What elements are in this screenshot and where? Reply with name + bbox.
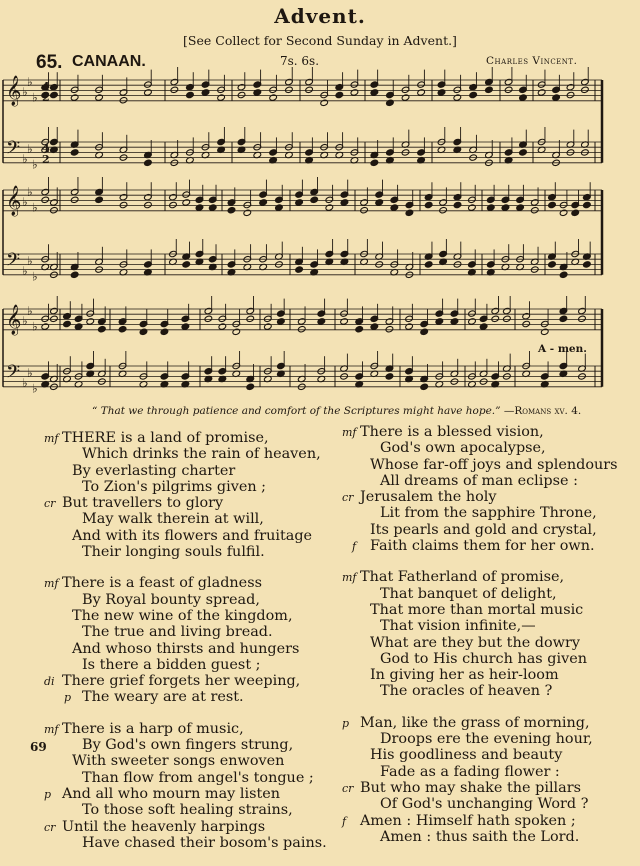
verse-text: That Fatherland of promise, — [360, 569, 565, 586]
note-head — [144, 201, 153, 208]
note-head — [277, 318, 286, 325]
composer: Charles Vincent. — [486, 55, 578, 67]
note-head — [297, 326, 306, 333]
verse-text: The new wine of the kingdom, — [72, 607, 293, 624]
verse-text: God's own apocalypse, — [380, 440, 546, 457]
flat-icon: ♭ — [27, 303, 33, 318]
dynamic-marking: mf — [44, 432, 59, 445]
verse-text: Amen : Himself hath spoken ; — [360, 812, 576, 829]
verse-line — [348, 651, 618, 667]
note-head — [453, 94, 462, 101]
treble-clef-icon: 𝄞 — [6, 305, 22, 335]
stanza — [44, 575, 327, 706]
note-head — [275, 204, 284, 211]
verse-line — [342, 714, 618, 731]
note-head — [41, 196, 50, 203]
note-head — [118, 326, 127, 333]
note-head — [424, 261, 433, 268]
note-head — [571, 209, 580, 216]
bass-clef-icon: 𝄢 — [6, 362, 21, 387]
verse-line — [44, 430, 327, 446]
verse-text: There is a harp of music, — [62, 720, 244, 737]
verse-line — [50, 479, 327, 495]
flat-icon: ♭ — [27, 74, 33, 89]
note-head — [201, 89, 210, 96]
verse-text: Man, like the grass of morning, — [360, 714, 590, 731]
verse-text: Is there a bidden guest ; — [82, 656, 261, 673]
hymn-number: 65. — [36, 52, 63, 73]
verse-line — [50, 463, 327, 479]
note-head — [405, 323, 414, 330]
verse-line — [342, 489, 618, 506]
tune-name: CANAAN. — [72, 53, 146, 70]
note-head — [439, 207, 448, 214]
note-head — [243, 209, 252, 216]
note-head — [401, 94, 410, 101]
verse-text: Fade as a fading flower : — [380, 763, 560, 780]
note-head — [169, 201, 178, 208]
note-head — [50, 207, 59, 214]
stanza — [44, 430, 327, 561]
note-head — [390, 204, 399, 211]
flat-icon: ♭ — [27, 365, 33, 380]
verse-line — [348, 522, 618, 538]
note-head — [227, 207, 236, 214]
music-score — [0, 0, 640, 400]
note-head — [548, 201, 557, 208]
flat-icon: ♭ — [32, 200, 38, 215]
epigraph-text: “ That we through patience and comfort of the Scriptures might have hope.” — [92, 405, 501, 417]
verse-line — [50, 528, 327, 544]
verse-text: Amen : thus saith the Lord. — [380, 828, 580, 845]
bass-clef-icon: 𝄢 — [6, 250, 21, 275]
verse-line — [348, 618, 618, 634]
note-head — [491, 315, 500, 322]
note-head — [310, 196, 319, 203]
verse-text: Jerusalem the holy — [360, 489, 497, 506]
note-head — [453, 201, 462, 208]
verse-text: There grief forgets her weeping, — [62, 673, 301, 690]
note-head — [98, 326, 107, 333]
note-head — [583, 201, 592, 208]
note-head — [95, 94, 104, 101]
dynamic-marking: cr — [342, 491, 354, 505]
verse-line — [50, 624, 327, 640]
treble-clef-icon: 𝄞 — [6, 186, 22, 216]
note-head — [519, 149, 528, 156]
verse-line — [44, 575, 327, 592]
verse-text: That vision infinite,— — [380, 618, 536, 635]
note-head — [537, 89, 546, 96]
note-head — [340, 199, 349, 206]
flat-icon: ♭ — [32, 381, 38, 396]
note-head — [50, 91, 59, 98]
note-head — [264, 323, 273, 330]
verse-text: Than flow from angel's tongue ; — [82, 769, 314, 786]
section-title: Advent. — [274, 4, 366, 28]
note-head — [335, 91, 344, 98]
verse-text: God to His church has given — [380, 650, 587, 667]
dynamic-marking: di — [44, 675, 55, 689]
note-head — [420, 383, 429, 390]
verse-line — [50, 753, 327, 769]
note-head — [119, 201, 128, 208]
flat-icon: ♭ — [22, 85, 28, 100]
note-head — [559, 209, 568, 216]
note-head — [469, 91, 478, 98]
verse-line — [348, 683, 618, 699]
verse-text: And all who mourn may listen — [62, 785, 281, 802]
dynamic-marking: cr — [342, 781, 354, 795]
flat-icon: ♭ — [27, 141, 33, 156]
verse-text: And with its flowers and fruitage — [72, 527, 313, 544]
note-head — [63, 320, 72, 327]
verse-line — [348, 747, 618, 763]
flat-icon: ♭ — [32, 269, 38, 284]
bass-clef-icon: 𝄢 — [6, 138, 21, 163]
note-head — [385, 373, 394, 380]
stanza — [342, 569, 618, 700]
verse-text: Of God's unchanging Word ? — [380, 796, 589, 813]
note-head — [246, 383, 255, 390]
verse-text: With sweeter songs enwoven — [72, 753, 285, 770]
note-head — [217, 94, 226, 101]
note-head — [581, 86, 590, 93]
verses-left-column — [44, 430, 327, 866]
note-head — [578, 315, 587, 322]
note-head — [139, 328, 148, 335]
note-head — [95, 196, 104, 203]
verse-text: THERE is a land of promise, — [62, 430, 269, 446]
note-head — [218, 323, 227, 330]
page-number: 69 — [30, 740, 47, 754]
verse-text: That banquet of delight, — [380, 585, 557, 602]
note-head — [340, 318, 349, 325]
verse-line — [342, 779, 618, 796]
verse-line — [50, 446, 327, 462]
note-head — [405, 209, 414, 216]
time-signature: 2 — [42, 91, 50, 104]
verse-text: And whoso thirsts and hungers — [72, 640, 300, 657]
verse-text: To Zion's pilgrims given ; — [82, 478, 267, 495]
note-head — [503, 315, 512, 322]
verses-right-column — [342, 424, 618, 860]
dynamic-marking: mf — [44, 577, 59, 591]
note-head — [182, 199, 191, 206]
epigraph-reference: —Romans xv. 4. — [503, 405, 582, 417]
flat-icon: ♭ — [22, 314, 28, 329]
note-head — [485, 86, 494, 93]
note-head — [420, 328, 429, 335]
verse-text: All dreams of man eclipse : — [380, 472, 578, 489]
note-head — [450, 318, 459, 325]
verse-text: His goodliness and beauty — [370, 747, 563, 764]
note-head — [305, 86, 314, 93]
stanza — [342, 424, 618, 555]
verse-line — [342, 812, 618, 829]
note-head — [119, 97, 128, 104]
verse-line — [50, 770, 327, 786]
verse-line — [50, 689, 327, 705]
note-head — [295, 199, 304, 206]
stanza — [342, 714, 618, 845]
note-head — [144, 89, 153, 96]
verse-line — [348, 731, 618, 747]
verse-line — [44, 720, 327, 737]
note-head — [479, 323, 488, 330]
note-head — [386, 99, 395, 106]
verse-text: The oracles of heaven ? — [380, 683, 553, 700]
note-head — [437, 89, 446, 96]
verse-text: Its pearls and gold and crystal, — [370, 521, 597, 538]
flat-icon: ♭ — [32, 319, 38, 334]
verse-line — [44, 818, 327, 835]
dynamic-marking: p — [44, 787, 52, 801]
note-head — [181, 323, 190, 330]
note-head — [559, 315, 568, 322]
verse-text: But travellers to glory — [62, 495, 224, 512]
note-head — [208, 204, 217, 211]
note-head — [375, 199, 384, 206]
verse-text: What are they but the dowry — [370, 634, 580, 651]
verse-line — [342, 424, 618, 440]
note-head — [195, 204, 204, 211]
note-head — [530, 207, 539, 214]
verse-line — [50, 835, 327, 851]
note-head — [355, 326, 364, 333]
collect-note: [See Collect for Second Sunday in Advent.] — [183, 33, 457, 48]
flat-icon: ♭ — [32, 90, 38, 105]
note-head — [522, 320, 531, 327]
dynamic-marking: f — [342, 814, 347, 828]
verse-text: May walk therein at will, — [82, 511, 264, 528]
note-head — [295, 266, 304, 273]
note-head — [370, 323, 379, 330]
verse-text: By Royal bounty spread, — [82, 591, 260, 608]
time-signature: 4 — [42, 80, 50, 93]
verse-line — [50, 657, 327, 673]
verse-text: Their longing souls fulfil. — [82, 544, 265, 561]
verse-text: By everlasting charter — [72, 462, 236, 479]
note-head — [170, 86, 179, 93]
verse-line — [348, 764, 618, 780]
dynamic-marking: mf — [44, 722, 59, 736]
note-head — [370, 159, 379, 166]
note-head — [285, 86, 294, 93]
note-head — [504, 86, 513, 93]
stanza — [44, 720, 327, 851]
note-head — [74, 323, 83, 330]
verse-line — [348, 635, 618, 651]
note-head — [468, 204, 477, 211]
verse-text: To those soft healing strains, — [82, 802, 293, 819]
verse-text: The true and living bread. — [82, 624, 273, 641]
dynamic-marking: mf — [342, 571, 357, 585]
treble-clef-icon: 𝄞 — [6, 76, 22, 106]
verse-line — [50, 641, 327, 657]
verse-line — [50, 592, 327, 608]
flat-icon: ♭ — [22, 376, 28, 391]
note-head — [566, 91, 575, 98]
note-head — [317, 318, 326, 325]
time-signature: 4 — [42, 142, 50, 155]
verse-text: Droops ere the evening hour, — [380, 731, 593, 748]
note-head — [50, 315, 59, 322]
dynamic-marking: cr — [44, 820, 56, 834]
flat-icon: ♭ — [22, 264, 28, 279]
note-head — [269, 94, 278, 101]
meter: 7s. 6s. — [280, 54, 320, 68]
verse-line — [50, 544, 327, 560]
note-head — [350, 89, 359, 96]
note-head — [548, 261, 557, 268]
note-head — [583, 261, 592, 268]
verse-text: Have chased their bosom's pains. — [82, 834, 327, 851]
note-head — [424, 201, 433, 208]
dynamic-marking: f — [352, 540, 357, 554]
dynamic-marking: p — [342, 716, 350, 730]
verse-text: In giving her as heir-loom — [370, 667, 559, 684]
note-head — [468, 318, 477, 325]
note-head — [320, 99, 329, 106]
note-head — [186, 91, 195, 98]
amen-label: A - men. — [538, 343, 587, 355]
verse-line — [348, 829, 618, 845]
note-head — [246, 315, 255, 322]
note-head — [259, 199, 268, 206]
note-head — [417, 89, 426, 96]
verse-text: Faith claims them for her own. — [370, 538, 595, 555]
verse-text: The weary are at rest. — [82, 689, 244, 706]
dynamic-marking: mf — [342, 426, 357, 439]
note-head — [370, 89, 379, 96]
verse-text: But who may shake the pillars — [360, 779, 582, 796]
verse-line — [44, 673, 327, 690]
note-head — [144, 159, 153, 166]
verse-text: By God's own fingers strung, — [82, 737, 294, 754]
verse-line — [44, 495, 327, 512]
verse-text: Lit from the sapphire Throne, — [380, 505, 597, 522]
note-head — [540, 328, 549, 335]
flat-icon: ♭ — [27, 184, 33, 199]
note-head — [385, 326, 394, 333]
note-head — [435, 318, 444, 325]
note-head — [86, 318, 95, 325]
verse-line — [348, 586, 618, 602]
note-head — [70, 94, 79, 101]
flat-icon: ♭ — [27, 253, 33, 268]
verse-line — [50, 511, 327, 527]
verse-text: There is a blessed vision, — [360, 424, 544, 440]
verse-text: There is a feast of gladness — [62, 575, 262, 592]
verse-line — [348, 440, 618, 456]
verse-line — [348, 473, 618, 489]
note-head — [360, 207, 369, 214]
verse-line — [348, 457, 618, 473]
verse-line — [50, 802, 327, 818]
verse-line — [348, 602, 618, 618]
verse-line — [348, 667, 618, 683]
verse-line — [50, 737, 327, 753]
note-head — [501, 204, 510, 211]
verse-line — [348, 538, 618, 554]
verse-text: Until the heavenly harpings — [62, 818, 266, 835]
note-head — [552, 94, 561, 101]
note-head — [237, 91, 246, 98]
note-head — [41, 323, 50, 330]
note-head — [70, 271, 79, 278]
verse-text: That more than mortal music — [370, 601, 584, 618]
verse-line — [50, 608, 327, 624]
note-head — [70, 149, 79, 156]
epigraph — [92, 405, 581, 417]
verse-text: Whose far-off joys and splendours — [370, 456, 618, 473]
note-head — [253, 89, 262, 96]
note-head — [487, 204, 496, 211]
flat-icon: ♭ — [32, 157, 38, 172]
note-head — [232, 328, 241, 335]
flat-icon: ♭ — [22, 195, 28, 210]
note-head — [182, 261, 191, 268]
note-head — [325, 204, 334, 211]
note-head — [559, 271, 568, 278]
flat-icon: ♭ — [22, 152, 28, 167]
verse-text: Which drinks the rain of heaven, — [82, 446, 321, 463]
verse-line — [44, 785, 327, 802]
verse-line — [342, 569, 618, 586]
note-head — [519, 94, 528, 101]
note-head — [516, 204, 525, 211]
note-head — [70, 196, 79, 203]
time-signature: 2 — [42, 153, 50, 166]
dynamic-marking: p — [64, 691, 72, 705]
note-head — [204, 315, 213, 322]
verse-line — [348, 796, 618, 812]
note-head — [160, 328, 169, 335]
verse-line — [348, 505, 618, 521]
dynamic-marking: cr — [44, 497, 56, 511]
